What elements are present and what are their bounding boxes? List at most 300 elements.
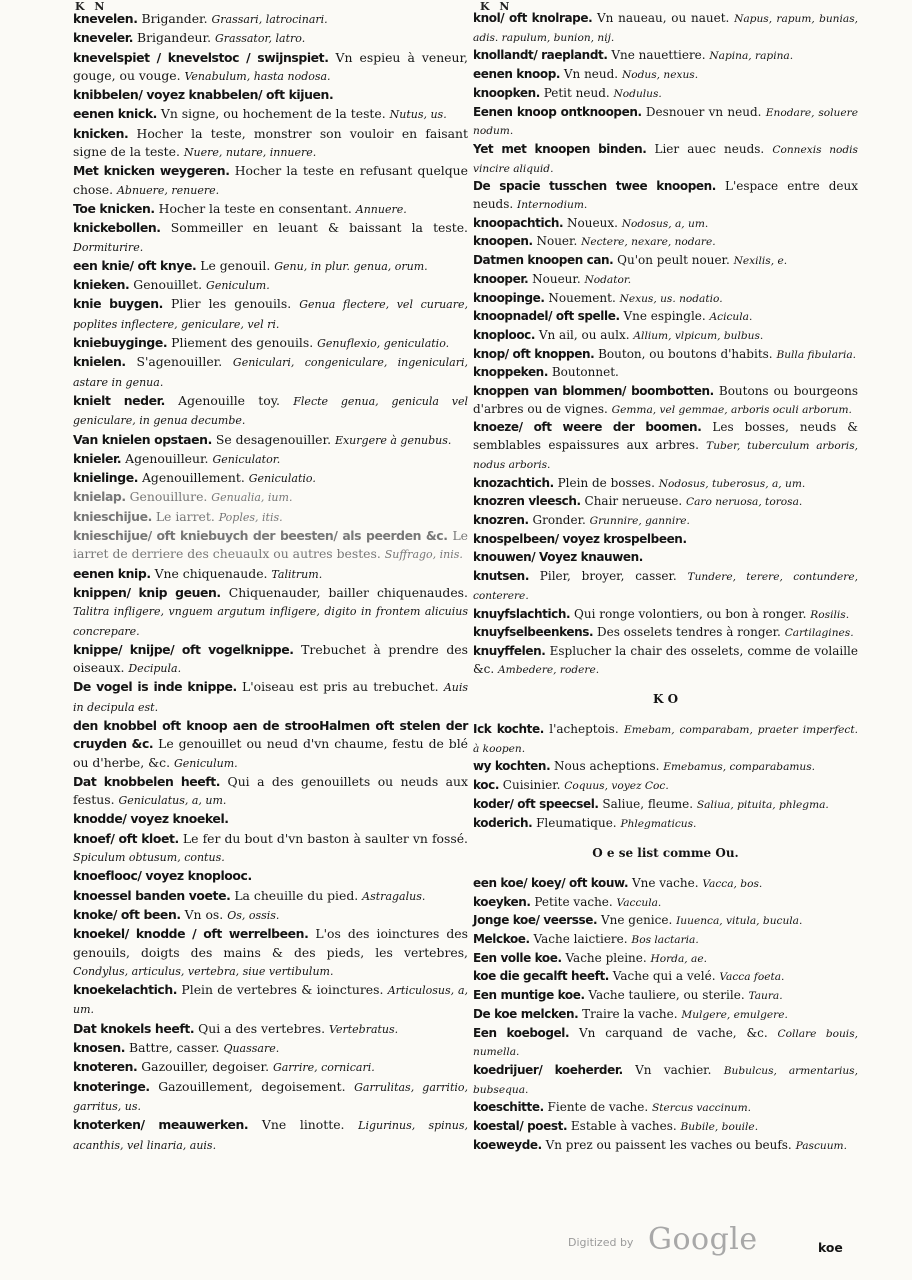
entry-headword: Melckoe. — [473, 932, 530, 947]
entry-latin: Cartilagines. — [784, 627, 854, 640]
dictionary-entry — [473, 1099, 858, 1118]
entry-headword: knozren vleesch. — [473, 494, 581, 509]
entry-latin: Annuere. — [355, 202, 407, 216]
entry-french: Vne nauettiere. — [607, 48, 710, 63]
entry-headword: kniebuyginge. — [73, 335, 168, 351]
entry-latin: Nodulus. — [613, 87, 662, 100]
entry-headword: knielap. — [73, 489, 126, 505]
entry-french: Le genouil. — [196, 257, 275, 273]
dictionary-entry — [73, 981, 468, 1020]
entry-headword: De vogel is inde knippe. — [73, 679, 237, 695]
entry-headword: knutsen. — [473, 569, 529, 584]
entry-latin: Genua flectere, vel curuare, poplites inflectere, geniculare, vel ri. — [73, 298, 468, 331]
dictionary-entry — [73, 641, 468, 679]
entry-french: Pliement des genouils. — [167, 335, 318, 351]
entry-latin: Ambedere, rodere. — [498, 663, 600, 676]
entry-french: Vn signe, ou hochement de la teste. — [156, 106, 390, 122]
entry-latin: Articulosus, a, um. — [73, 984, 468, 1017]
entry-latin: Horda, ae. — [650, 952, 707, 965]
entry-latin: Decipula. — [128, 662, 182, 676]
dictionary-entry — [73, 219, 468, 257]
left-column — [73, 10, 468, 1155]
entry-latin: Nutus, us. — [389, 108, 447, 122]
entry-headword: koc. — [473, 778, 499, 793]
entry-latin: Talitra infligere, vnguem argutum infligere, digito in frontem alicuius concrepare. — [73, 605, 468, 638]
entry-latin: Geniculatio. — [248, 472, 316, 486]
entry-headword: knieler. — [73, 450, 122, 466]
entry-headword: wy kochten. — [473, 759, 551, 774]
entry-latin: Abnuere, renuere. — [116, 183, 220, 197]
dictionary-entry — [473, 606, 858, 625]
entry-latin: Emebamus, comparabamus. — [663, 761, 816, 774]
entry-french: Boutons ou bourgeons d'arbres ou de vignes. — [473, 384, 858, 416]
dictionary-entry — [473, 777, 858, 796]
entry-headword: knoppen van blommen/ boombotten. — [473, 384, 714, 399]
entry-latin: Stercus vaccinum. — [652, 1102, 752, 1115]
dictionary-entry — [473, 66, 858, 85]
entry-latin: Collare bouis, numella. — [473, 1027, 858, 1059]
entry-french: Vn vachier. — [622, 1062, 724, 1077]
entry-latin: Grassari, latrocinari. — [211, 13, 328, 26]
dictionary-entry — [73, 810, 468, 829]
entry-latin: Tundere, terere, contundere, conterere. — [473, 571, 858, 602]
entry-french: Brigander. — [137, 11, 212, 26]
entry-latin: Flecte genua, genicula vel geniculare, in genua decumbe. — [73, 394, 469, 428]
entry-headword: Dat knobbelen heeft. — [73, 773, 221, 789]
entry-headword: knibbelen/ voyez knabbelen/ oft kijuen. — [73, 87, 334, 103]
entry-french: La cheuille du pied. — [230, 887, 363, 903]
dictionary-entry — [73, 1058, 468, 1077]
entry-latin: Gemma, vel gemmae, arboris oculi arborum. — [611, 403, 852, 416]
dictionary-entry — [73, 830, 468, 868]
entry-french: Lier auec neuds. — [646, 141, 773, 156]
entry-headword: knielinge. — [73, 470, 139, 486]
dictionary-entry — [473, 568, 858, 605]
dictionary-entry — [73, 527, 468, 565]
entry-latin: Exurgere à genubus. — [334, 433, 452, 447]
entry-headword: Een koebogel. — [473, 1025, 570, 1040]
entry-french: Qui a des genouillets ou neuds aux festus. — [73, 773, 468, 808]
entry-headword: knoef/ oft kloet. — [73, 830, 179, 846]
entry-headword: knuyfselbeenkens. — [473, 625, 594, 640]
entry-french: Se desagenouiller. — [211, 431, 335, 447]
dictionary-entry — [73, 392, 468, 431]
entry-headword: eenen knoop. — [473, 67, 561, 82]
entry-headword: Yet met knoopen binden. — [473, 141, 647, 156]
entry-french: Agenouilleur. — [121, 450, 213, 466]
entry-headword: Een volle koe. — [473, 950, 562, 965]
entry-headword: koe die gecalft heeft. — [473, 969, 609, 984]
entry-headword: knoopen. — [473, 234, 533, 249]
entry-french: Vn carquand de vache, &c. — [569, 1025, 778, 1040]
dictionary-entry — [473, 141, 858, 178]
entry-french: Le genouillet ou neud d'vn chaume, festu de blé ou d'herbe, &c. — [73, 736, 469, 770]
entry-headword: Van knielen opstaen. — [73, 431, 212, 447]
entry-latin: Auis in decipula est. — [73, 681, 469, 714]
entry-headword: koder/ oft speecsel. — [473, 796, 599, 811]
entry-french: Vne genice. — [597, 913, 677, 928]
entry-french: Qui ronge volontiers, ou bon à ronger. — [570, 606, 811, 621]
entry-headword: eenen knip. — [73, 565, 151, 581]
entry-latin: Bos lactaria. — [631, 934, 699, 947]
entry-headword: koeyken. — [473, 894, 531, 909]
entry-headword: knoopnadel/ oft spelle. — [473, 309, 620, 324]
entry-french: Nouer. — [532, 234, 582, 249]
dictionary-entry — [73, 86, 468, 105]
dictionary-entry — [73, 257, 468, 276]
entry-french: Agenouillement. — [138, 470, 249, 486]
entry-latin: Acicula. — [709, 311, 753, 324]
entry-french: Nous acheptions. — [550, 759, 664, 774]
entry-latin: Garrulitas, garritio, garritus, us. — [73, 1080, 469, 1113]
entry-headword: De spacie tusschen twee knoopen. — [473, 179, 716, 194]
dictionary-entry — [473, 758, 858, 777]
entry-headword: knoteren. — [73, 1059, 138, 1075]
entry-headword: knickebollen. — [73, 220, 161, 236]
entry-french: Trebuchet à prendre des oiseaux. — [73, 641, 468, 676]
entry-french: Genouillure. — [125, 489, 212, 505]
entry-headword: koestal/ poest. — [473, 1119, 568, 1134]
entry-latin: Rosilis. — [810, 608, 850, 621]
dictionary-entry — [73, 29, 468, 48]
entry-french: Vache tauliere, ou sterile. — [584, 988, 749, 1003]
entry-latin: Astragalus. — [362, 889, 426, 903]
entry-headword: knodde/ voyez knoekel. — [73, 811, 229, 827]
dictionary-entry — [473, 308, 858, 327]
dictionary-entry — [473, 475, 858, 494]
dictionary-entry — [73, 565, 468, 584]
entry-french: Vn naueau, ou nauet. — [592, 11, 735, 25]
entry-french: L'oiseau est pris au trebuchet. — [236, 679, 444, 695]
dictionary-entry — [73, 488, 468, 507]
entry-headword: kneveler. — [73, 30, 134, 46]
dictionary-entry — [473, 419, 858, 474]
entry-latin: Poples, itis. — [218, 510, 283, 524]
entry-french: Chiquenauder, bailler chiquenaudes. — [220, 584, 468, 600]
entry-headword: Datmen knoopen can. — [473, 253, 614, 268]
entry-latin: Napus, rapum, bunias, adis. rapulum, bunion, nij. — [473, 13, 859, 44]
dictionary-entry — [73, 295, 468, 334]
entry-latin: Geniculum. — [206, 279, 270, 293]
entry-headword: koeschitte. — [473, 1100, 544, 1115]
entry-french: Vne chiquenaude. — [150, 565, 272, 581]
dictionary-entry — [73, 334, 468, 353]
dictionary-entry — [73, 200, 468, 219]
entry-french: Genouillet. — [129, 277, 207, 293]
entry-headword: knippen/ knip geuen. — [73, 584, 221, 600]
dictionary-entry — [473, 104, 858, 141]
entry-headword: eenen knick. — [73, 106, 157, 122]
entry-headword: koderich. — [473, 815, 533, 830]
entry-latin: Geniculator. — [212, 452, 281, 466]
entry-headword: een knie/ oft knye. — [73, 257, 197, 273]
dictionary-entry — [473, 549, 858, 568]
entry-french: Hocher la teste en refusant quelque chose. — [73, 163, 468, 197]
entry-french: Gazouillement, degoisement. — [149, 1078, 355, 1094]
entry-headword: den knobbel oft knoop aen de strooHalmen oft stelen der cruyden &c. — [73, 717, 468, 752]
entry-french: Sommeiller en leuant & baissant la teste. — [160, 220, 468, 236]
entry-latin: Saliua, pituita, phlegma. — [696, 798, 829, 811]
entry-latin: Pascuum. — [795, 1139, 847, 1152]
entry-headword: Ick kochte. — [473, 722, 544, 737]
entry-latin: Nectere, nexare, nodare. — [581, 236, 716, 249]
entry-french: Petite vache. — [530, 894, 617, 909]
entry-headword: knie buygen. — [73, 296, 163, 312]
entry-headword: knoeze/ oft weere der boomen. — [473, 420, 702, 435]
section-heading: O e se list comme Ou. — [592, 846, 739, 861]
entry-french: Plein de bosses. — [553, 475, 659, 490]
dictionary-entry — [473, 968, 858, 987]
entry-french: Le fer du bout d'vn baston à saulter vn fossé. — [178, 830, 468, 846]
entry-french: Vn espieu à veneur, gouge, ou vouge. — [73, 49, 468, 83]
entry-headword: Eenen knoop ontknoopen. — [473, 104, 642, 119]
dictionary-entry — [473, 1006, 858, 1025]
entry-french: Saliue, fleume. — [598, 796, 697, 811]
entry-latin: Connexis nodis vincire aliquid. — [473, 143, 858, 175]
entry-headword: knoteringe. — [73, 1078, 150, 1094]
entry-french: Cuisinier. — [498, 778, 565, 793]
entry-latin: Bubulcus, armentarius, bubsequa. — [473, 1064, 858, 1096]
entry-latin: Genu, in plur. genua, orum. — [274, 259, 428, 273]
entry-french: Les bosses, neuds & semblables espaissures aux arbres. — [473, 420, 858, 453]
dictionary-entry — [473, 796, 858, 815]
entry-latin: Geniculari, congeniculare, ingeniculari, astare in genua. — [73, 356, 468, 389]
entry-french: Vache qui a velé. — [608, 969, 720, 984]
entry-latin: Nexilis, e. — [733, 255, 788, 268]
entry-headword: knoopachtich. — [473, 215, 564, 230]
entry-latin: Nodator. — [584, 273, 632, 286]
entry-french: Fiente de vache. — [543, 1100, 652, 1115]
entry-headword: knieken. — [73, 277, 130, 293]
entry-headword: knielt neder. — [73, 392, 165, 408]
entry-french: Plein de vertebres & ioinctures. — [177, 982, 388, 998]
entry-headword: knoterken/ meauwerken. — [73, 1117, 249, 1133]
entry-headword: knoeflooc/ voyez knoplooc. — [73, 868, 252, 884]
entry-french: Hocher la teste, monstrer son vouloir en faisant signe de la teste. — [73, 125, 468, 160]
entry-headword: knuyfslachtich. — [473, 606, 571, 621]
entry-latin: Emebam, comparabam, praeter imperfect. à koopen. — [473, 724, 858, 755]
dictionary-entry — [473, 894, 858, 913]
entry-headword: knosen. — [73, 1040, 126, 1056]
entry-latin: Grassator, latro. — [214, 32, 306, 46]
dictionary-entry — [73, 353, 468, 392]
entry-french: Hocher la teste en consentant. — [154, 200, 356, 216]
dictionary-entry — [473, 493, 858, 512]
dictionary-entry — [473, 10, 858, 47]
right-column — [473, 10, 858, 1155]
entry-latin: Suffrago, inis. — [384, 548, 463, 562]
entry-latin: Venabulum, hasta nodosa. — [184, 69, 331, 83]
dictionary-entry — [473, 987, 858, 1006]
entry-latin: Spiculum obtusum, contus. — [73, 851, 225, 865]
entry-headword: Jonge koe/ veersse. — [473, 913, 598, 928]
entry-headword: Toe knicken. — [73, 200, 155, 216]
entry-french: L'espace entre deux neuds. — [473, 179, 858, 212]
entry-headword: knoessel banden voete. — [73, 887, 231, 903]
entry-french: Vn os. — [180, 906, 228, 922]
entry-french: Brigandeur. — [133, 30, 215, 46]
entry-latin: Genuflexio, geniculatio. — [317, 337, 450, 351]
entry-french: Vache laictiere. — [529, 932, 632, 947]
entry-french: Bouton, ou boutons d'habits. — [594, 346, 777, 361]
dictionary-entry — [473, 950, 858, 969]
entry-latin: Coquus, voyez Coc. — [564, 780, 669, 793]
entry-headword: knoplooc. — [473, 327, 536, 342]
dictionary-entry — [473, 47, 858, 66]
entry-latin: Taura. — [748, 990, 783, 1003]
dictionary-entry — [73, 717, 468, 773]
entry-latin: Garrire, cornicari. — [272, 1061, 375, 1075]
entry-french: Vne vache. — [628, 875, 703, 890]
dictionary-entry — [73, 125, 468, 163]
entry-headword: knieschijue/ oft kniebuych der beesten/ als peerden &c. — [73, 528, 448, 544]
entry-latin: Iuuenca, vitula, bucula. — [676, 915, 803, 928]
entry-headword: knippe/ knijpe/ oft vogelknippe. — [73, 641, 294, 657]
entry-french: Vne espingle. — [619, 309, 710, 324]
entry-headword: knicken. — [73, 125, 129, 141]
watermark-prefix: Digitized by — [568, 1236, 634, 1249]
entry-french: Agenouille toy. — [164, 392, 294, 408]
dictionary-entry — [73, 1078, 468, 1117]
dictionary-entry — [73, 10, 468, 29]
entry-latin: Mulgere, emulgere. — [681, 1008, 788, 1021]
dictionary-entry — [73, 450, 468, 469]
entry-headword: knollandt/ raeplandt. — [473, 48, 608, 63]
dictionary-entry — [473, 931, 858, 950]
entry-latin: Nodus, nexus. — [621, 69, 699, 82]
dictionary-entry — [473, 1025, 858, 1062]
entry-headword: knol/ oft knolrape. — [473, 11, 593, 25]
entry-french: Gronder. — [528, 512, 590, 527]
entry-headword: Met knicken weygeren. — [73, 163, 230, 179]
entry-headword: knoekelachtich. — [73, 982, 178, 998]
entry-headword: knoppeken. — [473, 365, 548, 380]
entry-latin: Tuber, tuberculum arboris, nodus arboris. — [473, 440, 858, 471]
dictionary-entry — [73, 431, 468, 450]
entry-latin: Grunnire, gannire. — [589, 514, 690, 527]
dictionary-entry — [73, 49, 468, 87]
entry-french: Plier les genouils. — [162, 296, 300, 312]
entry-french: Vn neud. — [560, 67, 622, 82]
entry-french: Le iarret. — [151, 508, 219, 524]
entry-headword: knevelen. — [73, 11, 138, 26]
digitized-watermark — [568, 1222, 768, 1262]
entry-headword: knoopinge. — [473, 290, 545, 305]
running-head-left: K N — [75, 0, 108, 13]
entry-french: l'acheptois. — [543, 722, 625, 737]
entry-latin: Genualia, ium. — [211, 491, 293, 505]
entry-latin: Nexus, us. nodatio. — [619, 292, 723, 305]
entry-french: Vn prez ou paissent les vaches ou beufs. — [541, 1137, 796, 1152]
dictionary-entry — [473, 85, 858, 104]
entry-french: Noueux. — [563, 215, 622, 230]
entry-french: Chair nerueuse. — [580, 494, 686, 509]
entry-french: Esplucher la chair des osselets, comme de volaille &c. — [473, 643, 858, 676]
entry-latin: Ligurinus, spinus, acanthis, vel linaria, auis. — [73, 1119, 468, 1152]
dictionary-entry — [73, 105, 468, 124]
entry-headword: De koe melcken. — [473, 1006, 579, 1021]
dictionary-entry — [473, 271, 858, 290]
dictionary-entry — [473, 364, 858, 383]
entry-french: S'agenouiller. — [125, 354, 233, 370]
entry-french: Battre, casser. — [125, 1040, 224, 1056]
entry-latin: Dormiturire. — [73, 240, 144, 254]
dictionary-entry — [473, 1118, 858, 1137]
entry-latin: Vacca, bos. — [702, 877, 763, 890]
entry-headword: knoke/ oft been. — [73, 906, 181, 922]
entry-latin: Bubile, bouile. — [680, 1121, 759, 1134]
entry-headword: knozachtich. — [473, 475, 554, 490]
catchword: koe — [818, 1240, 843, 1255]
dictionary-entry — [473, 1062, 858, 1099]
entry-latin: Condylus, articulus, vertebra, siue vertibulum. — [73, 964, 334, 978]
dictionary-entry — [473, 815, 858, 834]
dictionary-entry — [73, 1020, 468, 1039]
running-head-right: K N — [480, 0, 513, 13]
dictionary-entry — [473, 624, 858, 643]
dictionary-entry — [73, 906, 468, 925]
entry-latin: Nodosus, a, um. — [621, 217, 709, 230]
entry-latin: Phlegmaticus. — [620, 817, 697, 830]
entry-french: Vne linotte. — [248, 1117, 359, 1133]
entry-latin: Vacca foeta. — [719, 971, 785, 984]
dictionary-entry — [473, 643, 858, 679]
dictionary-entry — [73, 678, 468, 717]
dictionary-entry — [73, 276, 468, 295]
entry-headword: knevelspiet / knevelstoc / swijnspiet. — [73, 49, 329, 65]
dictionary-entry — [473, 215, 858, 234]
entry-french: Des osselets tendres à ronger. — [593, 625, 785, 640]
entry-headword: Dat knokels heeft. — [73, 1020, 195, 1036]
dictionary-entry — [473, 912, 858, 931]
dictionary-entry — [73, 1116, 468, 1155]
entry-french: Noueur. — [528, 271, 585, 286]
entry-french: Vache pleine. — [561, 950, 651, 965]
entry-headword: een koe/ koey/ oft kouw. — [473, 875, 629, 890]
entry-headword: knospelbeen/ voyez krospelbeen. — [473, 531, 687, 546]
dictionary-entry — [473, 721, 858, 758]
entry-latin: Geniculum. — [173, 756, 238, 770]
dictionary-entry — [473, 875, 858, 894]
entry-headword: knoopken. — [473, 85, 540, 100]
entry-french: Qu'on peult nouer. — [613, 253, 734, 268]
entry-french: Piler, broyer, casser. — [529, 569, 688, 584]
entry-headword: knuyffelen. — [473, 643, 546, 658]
entry-latin: Caro neruosa, torosa. — [685, 496, 803, 509]
entry-french: Boutonnet. — [548, 365, 619, 380]
entry-french: Fleumatique. — [532, 815, 621, 830]
entry-latin: Internodium. — [517, 199, 588, 212]
dictionary-entry — [73, 925, 468, 981]
entry-french: Vn ail, ou aulx. — [535, 327, 634, 342]
dictionary-entry — [73, 162, 468, 200]
dictionary-entry — [73, 584, 468, 641]
entry-latin: Os, ossis. — [227, 908, 280, 922]
entry-headword: knop/ oft knoppen. — [473, 346, 595, 361]
dictionary-entry — [473, 327, 858, 346]
entry-latin: Enodare, soluere nodum. — [473, 106, 858, 138]
dictionary-entry — [473, 512, 858, 531]
dictionary-entry — [473, 290, 858, 309]
dictionary-entry — [473, 383, 858, 419]
entry-headword: koeweyde. — [473, 1137, 542, 1152]
entry-latin: Talitrum. — [271, 567, 323, 581]
entry-headword: knieschijue. — [73, 508, 152, 524]
entry-french: Le iarret de derriere des cheuaulx ou autres bestes. — [73, 528, 468, 562]
entry-french: Traire la vache. — [578, 1006, 682, 1021]
entry-latin: Nuere, nutare, innuere. — [183, 146, 317, 160]
dictionary-entry — [73, 867, 468, 886]
